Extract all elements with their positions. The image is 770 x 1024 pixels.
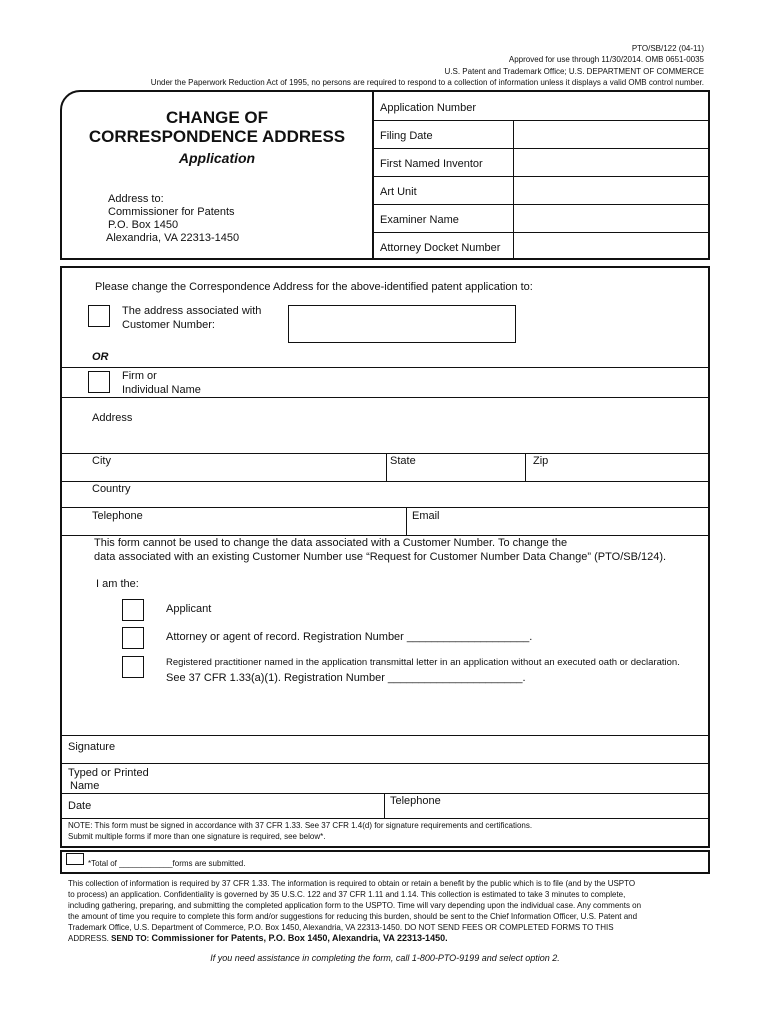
- telephone2-label: Telephone: [390, 795, 441, 807]
- total-forms-checkbox[interactable]: [66, 853, 84, 865]
- art-unit-label: Art Unit: [380, 186, 417, 198]
- notice-line-2: data associated with an existing Customer Number use “Request for Customer Number Data Change” (PTO/SB/124).: [94, 551, 667, 563]
- address-to-commissioner: Commissioner for Patents: [108, 206, 235, 218]
- city-label: City: [92, 455, 111, 467]
- examiner-name-label: Examiner Name: [380, 214, 459, 226]
- application-number-label: Application Number: [380, 102, 476, 114]
- row-divider: [62, 793, 708, 794]
- col-divider: [386, 453, 387, 481]
- date-label: Date: [68, 800, 92, 812]
- filing-date-field[interactable]: [515, 121, 708, 147]
- typed-name-field[interactable]: [160, 765, 706, 793]
- firm-label-1: Firm or: [122, 370, 157, 382]
- zip-label: Zip: [533, 455, 549, 467]
- attorney-checkbox[interactable]: [122, 627, 144, 649]
- send-to-address: Commissioner for Patents, P.O. Box 1450, Alexandria, VA 22313-1450.: [151, 933, 448, 943]
- burden-line-2: to process) an application. Confidentiality is governed by 35 U.S.C. 122 and 37 CFR 1.11 and 1.14. This collection is estimated to take 3 minutes to complete,: [68, 890, 626, 899]
- row-divider: [62, 367, 708, 368]
- approval-notice: Approved for use through 11/30/2014. OMB 0651-0035: [508, 55, 704, 64]
- instruction-text: Please change the Correspondence Address for the above-identified patent application to:: [95, 281, 533, 293]
- col-divider: [384, 793, 385, 818]
- customer-number-input[interactable]: [288, 305, 516, 343]
- first-named-inventor-field[interactable]: [515, 149, 708, 175]
- typed-name-label-1: Typed or Printed: [68, 767, 149, 779]
- note-line-2: Submit multiple forms if more than one signature is required, see below*.: [68, 832, 326, 841]
- filing-date-label: Filing Date: [380, 130, 433, 142]
- burden-line-1: This collection of information is required by 37 CFR 1.33. The information is required to obtain or retain a benefit by the public which is to file (and by the USPTO: [68, 879, 636, 888]
- col-divider: [525, 453, 526, 481]
- row-divider: [62, 763, 708, 764]
- total-prefix: *Total of: [88, 859, 117, 868]
- row-divider: [62, 818, 708, 819]
- applicant-checkbox[interactable]: [122, 599, 144, 621]
- customer-number-checkbox[interactable]: [88, 305, 110, 327]
- address-to-label: Address to:: [108, 193, 164, 205]
- examiner-name-field[interactable]: [515, 205, 708, 231]
- burden-line-5: Trademark Office, U.S. Department of Commerce, P.O. Box 1450, Alexandria, VA 22313-1450. DO NOT SEND FEES OR COMPLETED FORMS TO THIS: [68, 923, 614, 932]
- agency-name: U.S. Patent and Trademark Office; U.S. DEPARTMENT OF COMMERCE: [444, 67, 704, 76]
- total-suffix: forms are submitted.: [172, 859, 246, 868]
- title-line-3: Application: [178, 150, 256, 166]
- row-divider: [62, 507, 708, 508]
- paperwork-notice: Under the Paperwork Reduction Act of 1995, no persons are required to respond to a collection of information unless it displays a valid OMB control number.: [150, 78, 704, 87]
- application-number-field[interactable]: [515, 93, 708, 119]
- header-value-divider: [513, 120, 514, 260]
- form-number: PTO/SB/122 (04-11): [631, 44, 704, 53]
- address-word: ADDRESS.: [68, 934, 109, 943]
- firm-name-input[interactable]: [210, 369, 706, 397]
- title-line-2: CORRESPONDENCE ADDRESS: [88, 127, 346, 146]
- total-forms-text: [88, 859, 245, 868]
- applicant-label: Applicant: [166, 603, 212, 615]
- note-line-1: NOTE: This form must be signed in accordance with 37 CFR 1.33. See 37 CFR 1.4(d) for signature requirements and certifications.: [68, 821, 533, 830]
- row-divider: [62, 397, 708, 398]
- registered-practitioner-checkbox[interactable]: [122, 656, 144, 678]
- burden-line-6: [68, 933, 708, 944]
- row-divider: [62, 535, 708, 536]
- attorney-label: Attorney or agent of record. Registration Number ____________________.: [166, 631, 533, 643]
- address-label: Address: [92, 412, 133, 424]
- row-divider: [62, 481, 708, 482]
- state-label: State: [390, 455, 416, 467]
- signature-field[interactable]: [130, 737, 706, 761]
- notice-line-1: This form cannot be used to change the data associated with a Customer Number. To change the: [94, 537, 568, 549]
- firm-label-2: Individual Name: [122, 384, 201, 396]
- typed-name-label-2: Name: [70, 780, 100, 792]
- row-divider: [62, 453, 708, 454]
- art-unit-field[interactable]: [515, 177, 708, 203]
- address-to-city: Alexandria, VA 22313-1450: [106, 232, 240, 244]
- email-label: Email: [412, 510, 440, 522]
- signature-label: Signature: [68, 741, 116, 753]
- address-to-po-box: P.O. Box 1450: [108, 219, 179, 231]
- firm-checkbox[interactable]: [88, 371, 110, 393]
- customer-number-label-2: Customer Number:: [122, 319, 215, 331]
- registered-practitioner-label-2: See 37 CFR 1.33(a)(1). Registration Number ______________________.: [166, 672, 526, 684]
- address-input[interactable]: [140, 399, 706, 451]
- burden-line-4: the amount of time you require to complete this form and/or suggestions for reducing this burden, should be sent to the Chief Information Officer, U.S. Patent and: [68, 912, 638, 921]
- title-line-1: CHANGE OF: [166, 108, 268, 127]
- or-separator: OR: [92, 351, 109, 363]
- burden-line-3: including gathering, preparing, and submitting the completed application form to the USPTO. Time will vary depending upon the individual case. Any comments on: [68, 901, 642, 910]
- i-am-label: I am the:: [96, 578, 139, 590]
- registered-practitioner-label-1: Registered practitioner named in the application transmittal letter in an application without an executed oath or declaration.: [166, 657, 680, 668]
- attorney-docket-number-label: Attorney Docket Number: [380, 242, 501, 254]
- total-blank[interactable]: ____________: [119, 859, 173, 868]
- customer-number-label-1: The address associated with: [122, 305, 262, 317]
- send-to-label: SEND TO:: [111, 934, 150, 943]
- telephone-label: Telephone: [92, 510, 143, 522]
- col-divider: [406, 507, 407, 535]
- assistance-text: If you need assistance in completing the form, call 1-800-PTO-9199 and select option 2.: [210, 953, 560, 963]
- country-label: Country: [92, 483, 131, 495]
- row-divider: [62, 735, 708, 736]
- attorney-docket-number-field[interactable]: [515, 233, 708, 259]
- first-named-inventor-label: First Named Inventor: [380, 158, 483, 170]
